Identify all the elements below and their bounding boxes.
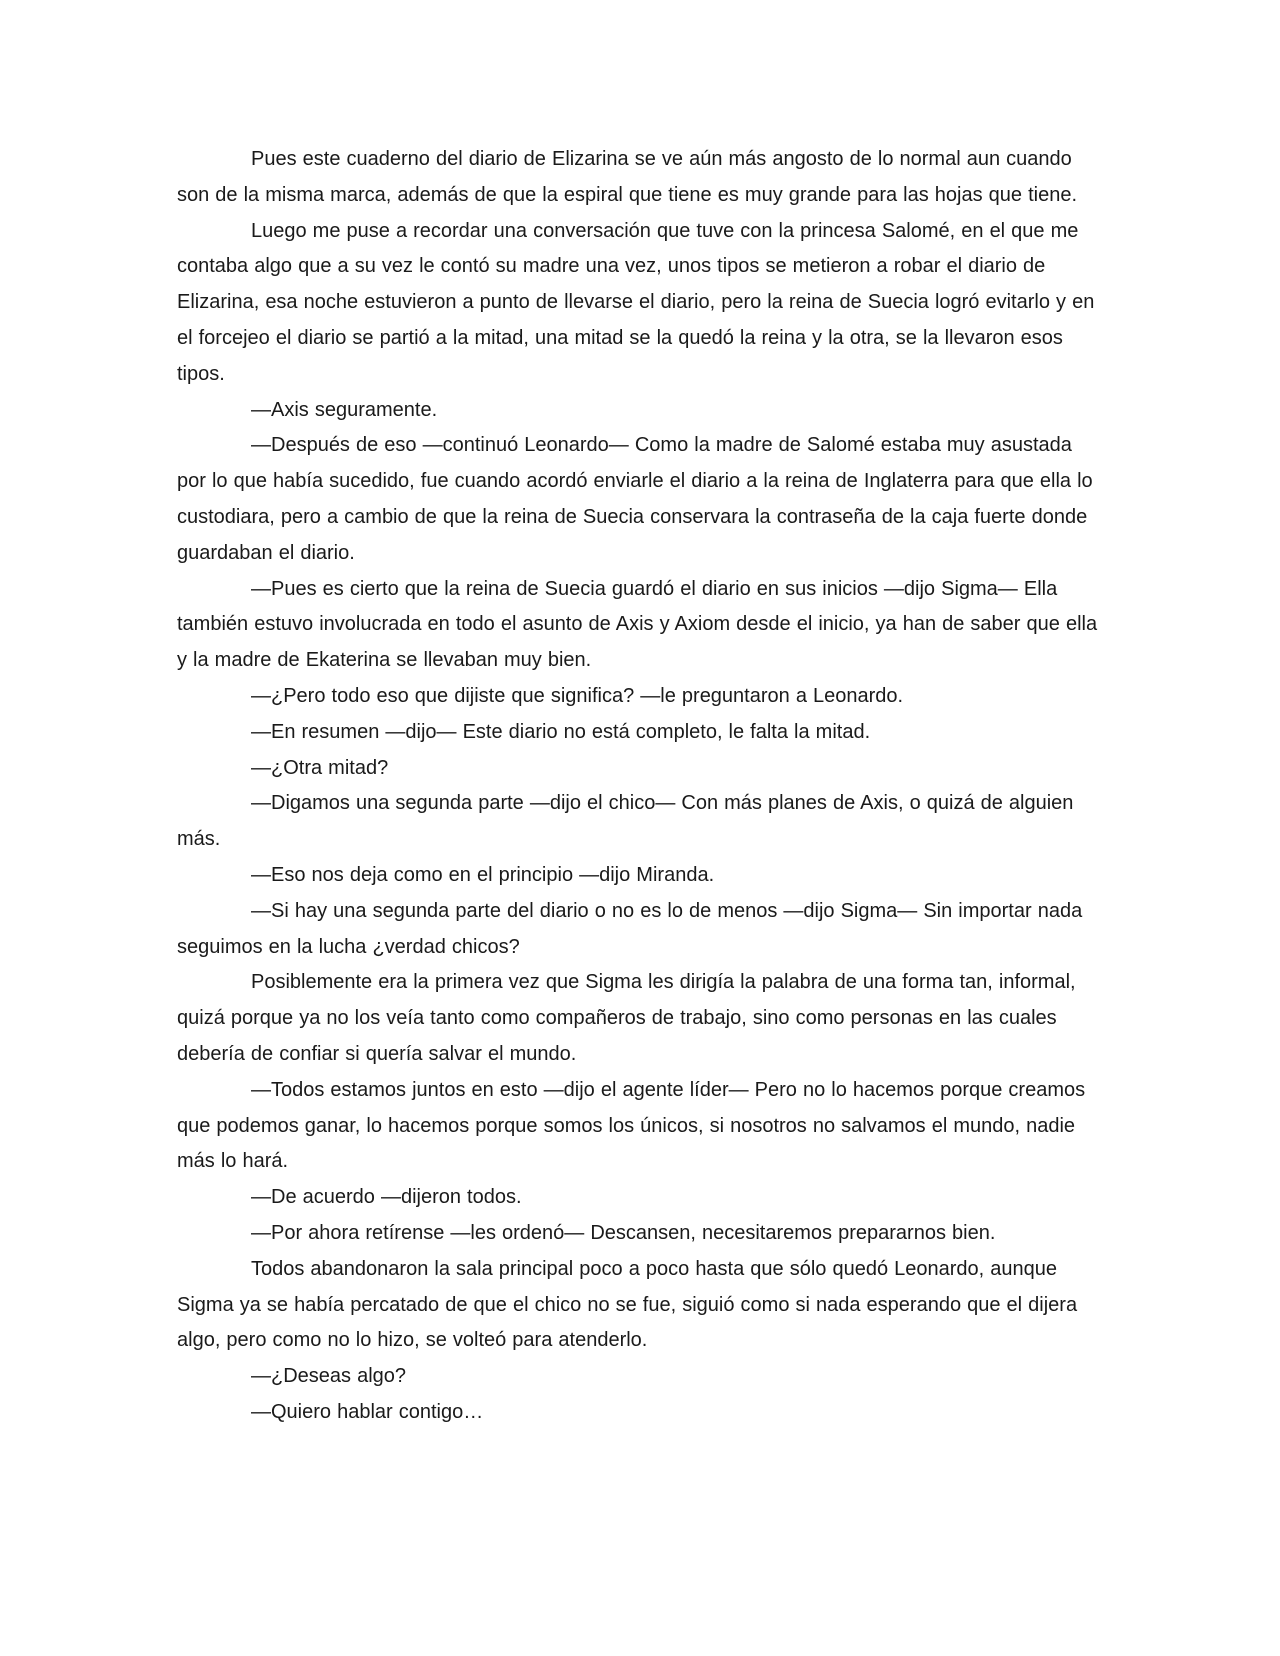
paragraph: —Pues es cierto que la reina de Suecia guardó el diario en sus inicios —dijo Sigma— Ella también estuvo involucrada en todo el asunto de Axis y Axiom desde el inicio, ya han de saber que ella y la madre de Ekaterina se llevaban muy bien. [177, 577, 1098, 672]
paragraph: —Si hay una segunda parte del diario o no es lo de menos —dijo Sigma— Sin importar nada seguimos en la lucha ¿verdad chicos? [177, 899, 1083, 958]
paragraph: —Axis seguramente. [251, 398, 438, 421]
paragraph: —En resumen —dijo— Este diario no está completo, le falta la mitad. [251, 720, 871, 743]
paragraph: —Por ahora retírense —les ordenó— Descansen, necesitaremos prepararnos bien. [251, 1221, 996, 1244]
paragraph: —De acuerdo —dijeron todos. [251, 1186, 522, 1209]
paragraph: —Quiero hablar contigo… [251, 1400, 484, 1423]
paragraph: Posiblemente era la primera vez que Sigma les dirigía la palabra de una forma tan, informal, quizá porque ya no los veía tanto como compañeros de trabajo, sino como personas en las cuales debería de confiar si quería salvar el mundo. [177, 971, 1076, 1065]
paragraph: Todos abandonaron la sala principal poco a poco hasta que sólo quedó Leonardo, aunque Sigma ya se había percatado de que el chico no se fue, siguió como si nada esperando que el dijera algo, pero como no lo hizo, se volteó para atenderlo. [177, 1257, 1078, 1352]
paragraph: Pues este cuaderno del diario de Elizarina se ve aún más angosto de lo normal aun cuando son de la misma marca, además de que la espiral que tiene es muy grande para las hojas que tiene. [177, 148, 1078, 206]
paragraph: —¿Deseas algo? [251, 1365, 407, 1388]
paragraph: —Todos estamos juntos en esto —dijo el agente líder— Pero no lo hacemos porque creamos que podemos ganar, lo hacemos porque somos los únicos, si nosotros no salvamos el mundo, nadie más lo hará. [177, 1078, 1086, 1173]
paragraph: —Digamos una segunda parte —dijo el chico— Con más planes de Axis, o quizá de alguien más. [177, 792, 1074, 851]
paragraph: —¿Pero todo eso que dijiste que significa? —le preguntaron a Leonardo. [251, 684, 904, 707]
paragraph: Luego me puse a recordar una conversación que tuve con la princesa Salomé, en el que me contaba algo que a su vez le contó su madre una vez, unos tipos se metieron a robar el diario de Elizarina, esa noche estuvieron a punto de llevarse el diario, pero la reina de Suecia logró evitarlo y en el forcejeo el diario se partió a la mitad, una mitad se la quedó la reina y la otra, se la llevaron esos tipos. [177, 219, 1095, 385]
document-body [177, 142, 1102, 1431]
paragraph: —Después de eso —continuó Leonardo— Como la madre de Salomé estaba muy asustada por lo que había sucedido, fue cuando acordó enviarle el diario a la reina de Inglaterra para que ella lo custodiara, pero a cambio de que la reina de Suecia conservara la contraseña de la caja fuerte donde guardaban el diario. [177, 434, 1093, 564]
paragraph: —Eso nos deja como en el principio —dijo Miranda. [251, 863, 715, 886]
paragraph: —¿Otra mitad? [251, 756, 389, 779]
